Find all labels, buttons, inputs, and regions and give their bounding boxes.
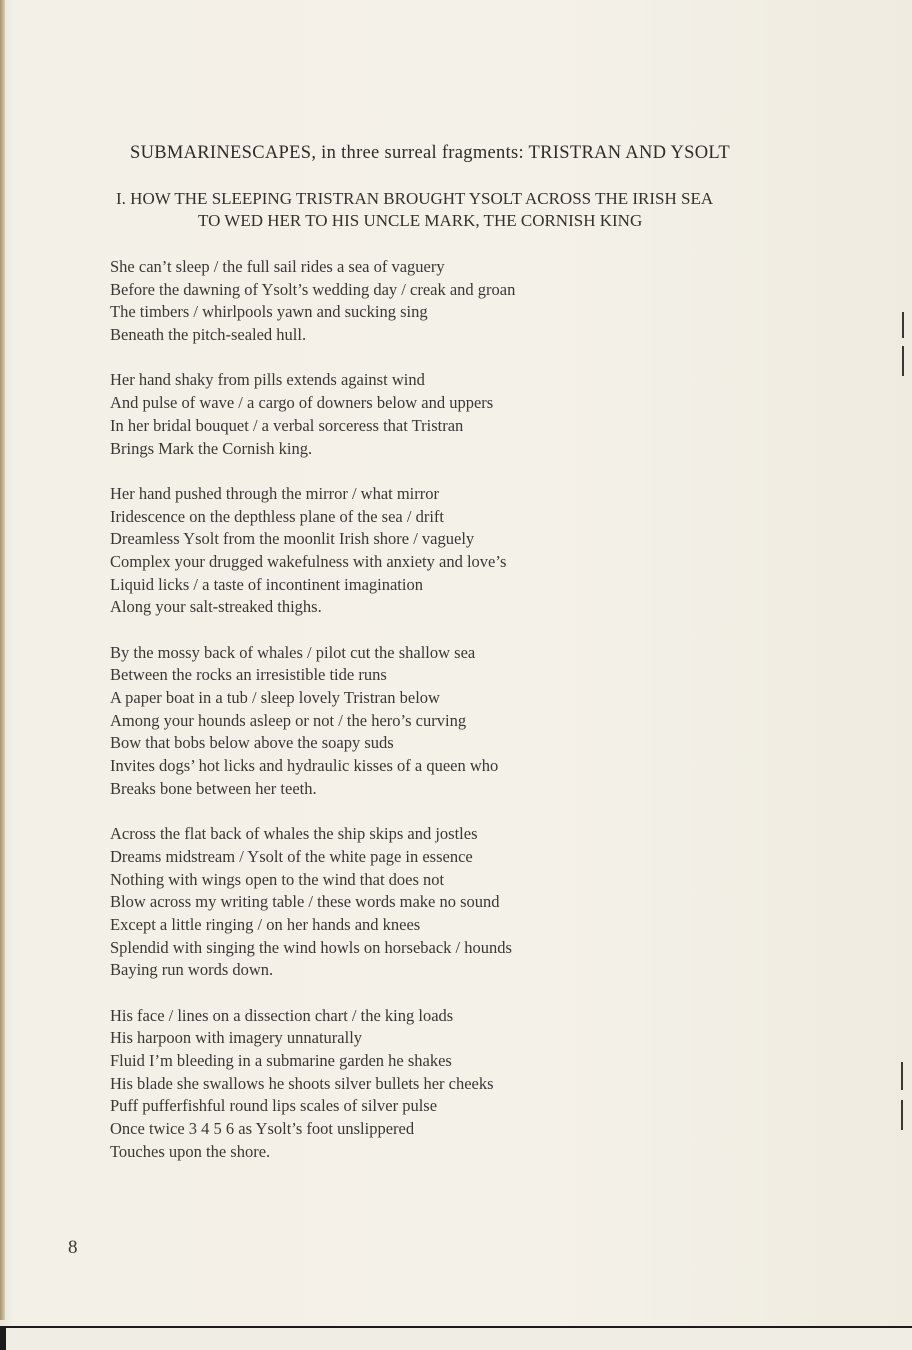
poem-title: SUBMARINESCAPES, in three surreal fragments: TRISTRAN AND YSOLT [130,143,730,163]
poem-line: Dreamless Ysolt from the moonlit Irish shore / vaguely [110,529,475,549]
page-binding-edge [0,0,5,1320]
poem-line: Liquid licks / a taste of incontinent imagination [110,574,423,594]
margin-mark [901,1062,903,1090]
stanza [110,256,670,347]
poem-line: Her hand pushed through the mirror / what mirror [110,483,440,503]
poem-line: Baying run words down. [110,960,274,980]
poem-line: Among your hounds asleep or not / the hero’s curving [110,710,467,730]
poem-line: His harpoon with imagery unnaturally [110,1028,363,1048]
margin-mark [902,346,904,376]
poem-line: Touches upon the shore. [110,1141,271,1161]
poem-line: Between the rocks an irresistible tide runs [110,665,387,685]
section-heading-line-1: I. HOW THE SLEEPING TRISTRAN BROUGHT YSOLT ACROSS THE IRISH SEA [116,189,714,208]
poem-line: Beneath the pitch-sealed hull. [110,325,307,345]
poem-line: Along your salt-streaked thighs. [110,597,322,617]
poem-line: Brings Mark the Cornish king. [110,438,313,458]
stanza [110,823,670,982]
poem-line: Blow across my writing table / these words make no sound [110,892,500,912]
poem-line: Bow that bobs below above the soapy suds [110,733,394,753]
poem-line: Across the flat back of whales the ship skips and jostles [110,824,478,844]
poem-line: Once twice 3 4 5 6 as Ysolt’s foot unslippered [110,1119,415,1139]
margin-mark [902,312,904,338]
poem-line: Complex your drugged wakefulness with anxiety and love’s [110,551,507,571]
stanza [110,369,670,460]
poem-line: Invites dogs’ hot licks and hydraulic kisses of a queen who [110,756,499,776]
page-bottom-corner [0,1328,6,1350]
poem-line: By the mossy back of whales / pilot cut the shallow sea [110,642,476,662]
poem-line: Her hand shaky from pills extends against wind [110,370,425,390]
page-bottom-edge [0,1326,912,1350]
poem-line: Dreams midstream / Ysolt of the white page in essence [110,846,473,866]
poem-line: Splendid with singing the wind howls on horseback / hounds [110,937,512,957]
section-heading [105,188,825,232]
stanza [110,1005,670,1164]
section-heading-line-2: TO WED HER TO HIS UNCLE MARK, THE CORNISH KING [198,211,643,230]
poem-line: And pulse of wave / a cargo of downers below and uppers [110,393,494,413]
poem-line: Fluid I’m bleeding in a submarine garden he shakes [110,1051,452,1071]
poem-line: Before the dawning of Ysolt’s wedding day / creak and groan [110,279,516,299]
poem-line: His blade she swallows he shoots silver bullets her cheeks [110,1073,494,1093]
poem-line: Breaks bone between her teeth. [110,778,317,798]
poem-line: A paper boat in a tub / sleep lovely Tristran below [110,688,440,708]
poem-line: In her bridal bouquet / a verbal sorceress that Tristran [110,415,464,435]
poem-line: Puff pufferfishful round lips scales of silver pulse [110,1096,438,1116]
poem-line: Iridescence on the depthless plane of the sea / drift [110,506,444,526]
poem-line: Except a little ringing / on her hands and knees [110,914,421,934]
margin-mark [901,1100,903,1130]
stanza [110,642,670,801]
poem-line: The timbers / whirlpools yawn and sucking sing [110,302,428,322]
stanza [110,483,670,619]
poem-line: Nothing with wings open to the wind that does not [110,869,445,889]
page-number: 8 [68,1237,78,1258]
poem-line: His face / lines on a dissection chart / the king loads [110,1005,454,1025]
poem-line: She can’t sleep / the full sail rides a sea of vaguery [110,257,445,276]
poem-body [110,256,670,1186]
